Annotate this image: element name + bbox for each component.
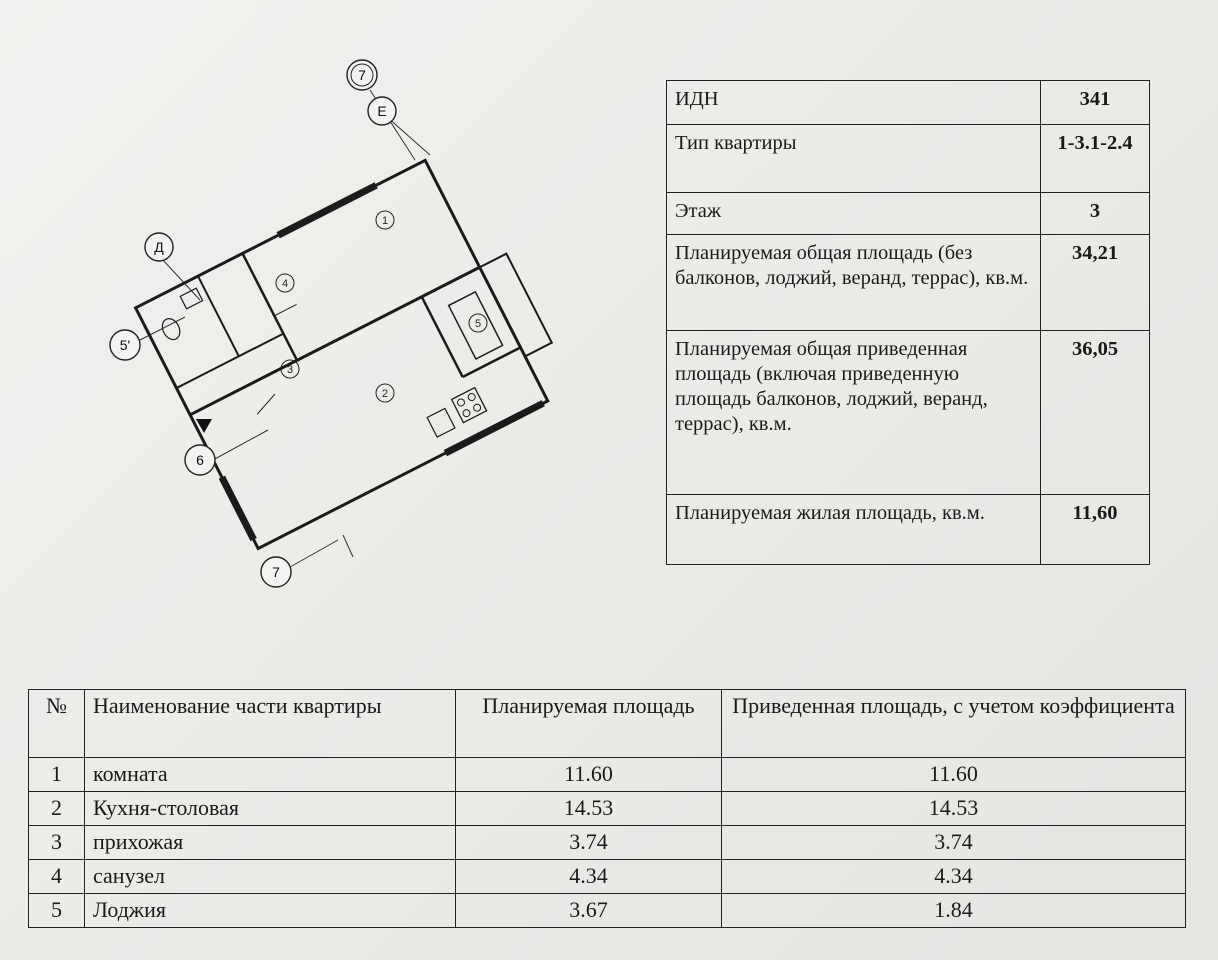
cell-reduced: 14.53	[722, 792, 1186, 826]
info-row-total-area	[667, 235, 1150, 331]
header-name: Наименование части квартиры	[85, 690, 456, 758]
header-no: №	[29, 690, 85, 758]
apartment-info-table	[666, 80, 1150, 565]
room-number-4: 4	[281, 278, 289, 290]
cell-no: 2	[29, 792, 85, 826]
info-value: 36,05	[1041, 331, 1150, 495]
axis-label-left-num: 5'	[119, 337, 131, 353]
info-label: ИДН	[667, 81, 1041, 125]
cell-name: комната	[85, 758, 456, 792]
cell-reduced: 3.74	[722, 826, 1186, 860]
cell-no: 3	[29, 826, 85, 860]
room-number-2: 2	[381, 388, 389, 400]
floor-plan	[100, 55, 600, 595]
table-row	[29, 894, 1186, 928]
cell-no: 1	[29, 758, 85, 792]
info-row-type	[667, 125, 1150, 193]
info-label: Планируемая общая приведенная площадь (включая приведенную площадь балконов, лоджий, веранд, террас), кв.м.	[667, 331, 1041, 495]
info-label: Этаж	[667, 193, 1041, 235]
cell-reduced: 1.84	[722, 894, 1186, 928]
header-planned: Планируемая площадь	[456, 690, 722, 758]
room-number-5: 5	[474, 318, 482, 330]
cell-planned: 3.74	[456, 826, 722, 860]
cell-name: прихожая	[85, 826, 456, 860]
cell-name: Лоджия	[85, 894, 456, 928]
cell-no: 5	[29, 894, 85, 928]
info-value: 341	[1041, 81, 1150, 125]
header-reduced: Приведенная площадь, с учетом коэффициента	[722, 690, 1186, 758]
cell-name: санузел	[85, 860, 456, 894]
axis-label-bottom-num: 7	[272, 564, 280, 580]
info-label: Тип квартиры	[667, 125, 1041, 193]
info-label: Планируемая общая площадь (без балконов, лоджий, веранд, террас), кв.м.	[667, 235, 1041, 331]
info-value: 1-3.1-2.4	[1041, 125, 1150, 193]
axis-label-left-letter: Д	[154, 239, 164, 255]
info-value: 34,21	[1041, 235, 1150, 331]
info-row-living-area	[667, 495, 1150, 565]
cell-reduced: 11.60	[722, 758, 1186, 792]
rooms-table	[28, 689, 1186, 928]
info-row-idn	[667, 81, 1150, 125]
cell-planned: 11.60	[456, 758, 722, 792]
info-row-reduced-area	[667, 331, 1150, 495]
table-row	[29, 860, 1186, 894]
table-row	[29, 758, 1186, 792]
axis-label-top-letter: Е	[377, 103, 387, 119]
cell-planned: 3.67	[456, 894, 722, 928]
rooms-header-row	[29, 690, 1186, 758]
info-label: Планируемая жилая площадь, кв.м.	[667, 495, 1041, 565]
room-number-3: 3	[286, 364, 294, 376]
floor-plan-drawing	[100, 55, 600, 595]
cell-planned: 4.34	[456, 860, 722, 894]
cell-planned: 14.53	[456, 792, 722, 826]
info-value: 11,60	[1041, 495, 1150, 565]
room-number-1: 1	[381, 215, 389, 227]
table-row	[29, 826, 1186, 860]
axis-label-top-circle: 7	[358, 67, 366, 83]
cell-name: Кухня-столовая	[85, 792, 456, 826]
cell-reduced: 4.34	[722, 860, 1186, 894]
axis-label-mid-num: 6	[196, 452, 204, 468]
info-row-floor	[667, 193, 1150, 235]
table-row	[29, 792, 1186, 826]
info-value: 3	[1041, 193, 1150, 235]
cell-no: 4	[29, 860, 85, 894]
